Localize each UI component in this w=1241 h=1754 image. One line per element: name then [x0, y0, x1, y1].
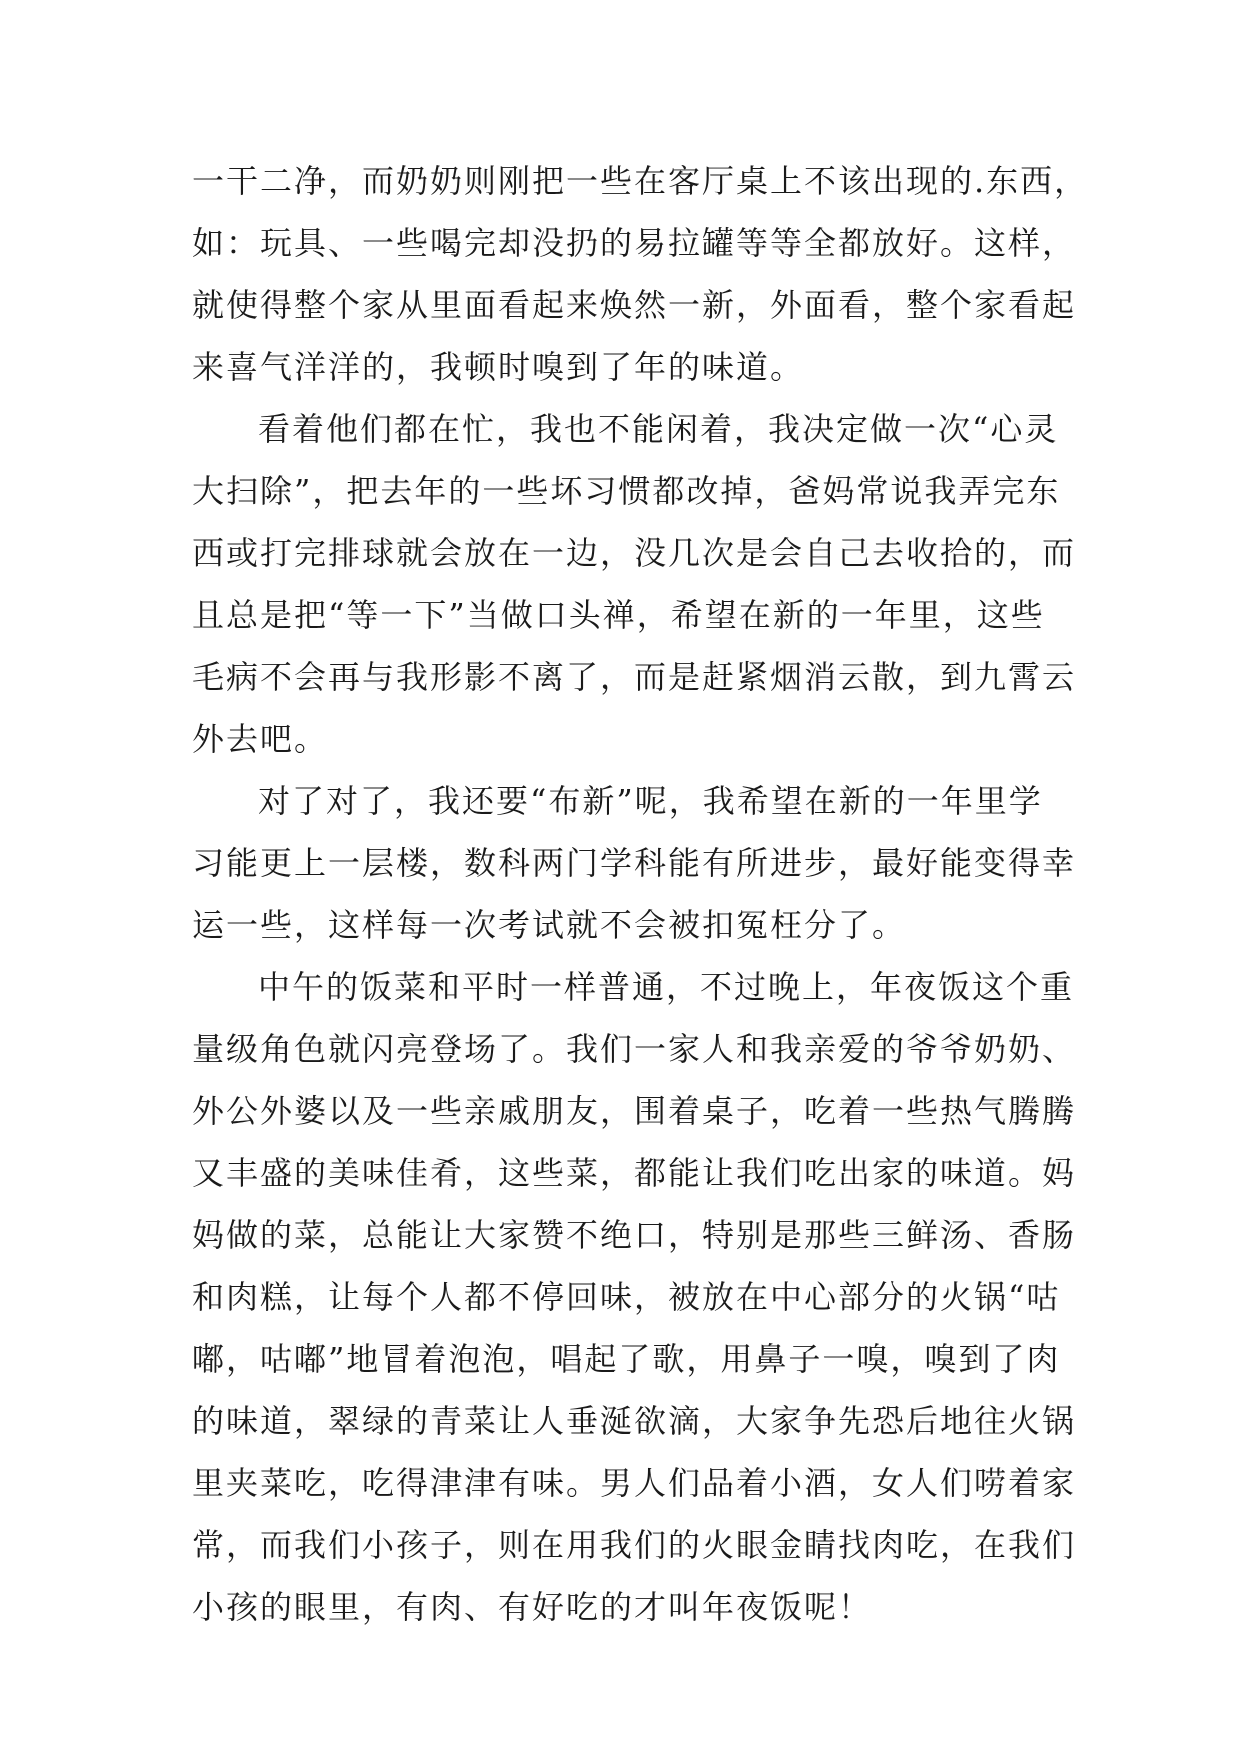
text-line: 外公外婆以及一些亲戚朋友，围着桌子，吃着一些热气腾腾	[192, 1092, 1077, 1130]
paragraph-first-line: 中午的饭菜和平时一样普通，不过晚上，年夜饭这个重	[258, 968, 1075, 1006]
text-line: 西或打完排球就会放在一边，没几次是会自己去收拾的，而	[192, 534, 1077, 572]
text-line: 就使得整个家从里面看起来焕然一新，外面看，整个家看起	[192, 286, 1077, 324]
body-text	[192, 150, 1089, 1638]
text-line: 小孩的眼里，有肉、有好吃的才叫年夜饭呢！	[192, 1588, 873, 1626]
text-line: 一干二净，而奶奶则刚把一些在客厅桌上不该出现的.东西，	[192, 162, 1089, 200]
text-line: 常，而我们小孩子，则在用我们的火眼金睛找肉吃，在我们	[192, 1526, 1077, 1564]
text-line: 嘟，咕嘟”地冒着泡泡，唱起了歌，用鼻子一嗅，嗅到了肉	[192, 1340, 1061, 1378]
paragraph-first-line: 对了对了，我还要“布新”呢，我希望在新的一年里学	[258, 782, 1043, 820]
text-line: 如：玩具、一些喝完却没扔的易拉罐等等全都放好。这样，	[192, 224, 1077, 262]
text-line: 里夹菜吃，吃得津津有味。男人们品着小酒，女人们唠着家	[192, 1464, 1077, 1502]
text-line: 外去吧。	[192, 720, 329, 758]
text-line: 来喜气洋洋的，我顿时嗅到了年的味道。	[192, 348, 805, 386]
text-line: 毛病不会再与我形影不离了，而是赶紧烟消云散，到九霄云	[192, 658, 1077, 696]
text-line: 和肉糕，让每个人都不停回味，被放在中心部分的火锅“咕	[192, 1278, 1061, 1316]
paragraph-first-line: 看着他们都在忙，我也不能闲着，我决定做一次“心灵	[258, 410, 1059, 448]
text-line: 运一些，这样每一次考试就不会被扣冤枉分了。	[192, 906, 907, 944]
text-line: 妈做的菜，总能让大家赞不绝口，特别是那些三鲜汤、香肠	[192, 1216, 1077, 1254]
text-line: 习能更上一层楼，数科两门学科能有所进步，最好能变得幸	[192, 844, 1077, 882]
text-line: 大扫除”，把去年的一些坏习惯都改掉，爸妈常说我弄完东	[192, 472, 1061, 510]
text-line: 量级角色就闪亮登场了。我们一家人和我亲爱的爷爷奶奶、	[192, 1030, 1077, 1068]
text-line: 又丰盛的美味佳肴，这些菜，都能让我们吃出家的味道。妈	[192, 1154, 1077, 1192]
text-line: 的味道，翠绿的青菜让人垂涎欲滴，大家争先恐后地往火锅	[192, 1402, 1077, 1440]
text-line: 且总是把“等一下”当做口头禅，希望在新的一年里，这些	[192, 596, 1045, 634]
